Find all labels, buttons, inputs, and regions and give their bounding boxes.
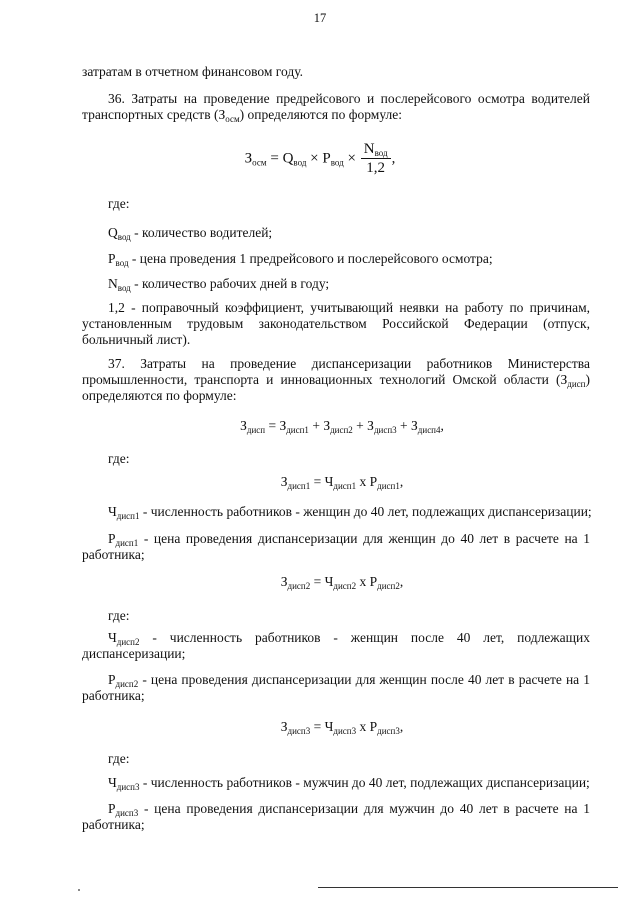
where-label: где: [108,196,130,211]
formula-disp-total: $З_{дисп} = З_{дисп1} + З_{дисп2} + З_{дисп3} + З_{дисп4}$, [240,418,444,435]
where-label-2: где: [108,451,130,466]
formula-disp1: $З_{дисп1} = Ч_{дисп1}$ x $P_{дисп1}$, [280,474,404,491]
definition-ch-disp1: $Ч_{дисп1}$ - численность работников - женщин до 40 лет, подлежащих диспансеризации; [108,504,592,521]
intro-line: затратам в отчетном финансовом году. [82,64,303,79]
coefficient-paragraph: 1,2 - поправочный коэффициент, учитывающий неявки на работу по причинам, установленным трудовым законодательством Российской Федерации (отпуск, больничный лист). [82,300,590,347]
definition-ch-disp3: $Ч_{дисп3}$ - численность работников - мужчин до 40 лет, подлежащих диспансеризации; [108,775,590,792]
definition-ch-disp2: $Ч_{дисп2}$ - численность работников - женщин после 40 лет, подлежащих диспансеризации; [82,630,590,661]
definition-p-disp3: $P_{дисп3}$ - цена проведения диспансеризации для мужчин до 40 лет в расчете на 1 работника; [82,801,590,832]
formula-fraction: $\frac{N_{вод}}{1,2}$ [361,142,391,176]
page-number: 17 [313,11,327,25]
formula-osm: $З_{осм} = Q_{вод} \times P_{вод}$ × $\frac{N_{вод}}{1,2}$ , [244,141,396,176]
definition-p-vod: $P_{вод}$ - цена проведения 1 предрейсового и послерейсового осмотра; [108,251,493,268]
definition-p-disp2: $P_{дисп2}$ - цена проведения диспансеризации для женщин после 40 лет в расчете на 1 работника; [82,672,590,703]
item37-paragraph: 37. Затраты на проведение диспансеризации работников Министерства промышленности, транспорта и инновационных технологий Омской области $(З_{дисп})$ определяются по формуле: [82,356,590,403]
definition-n-vod: $N_{вод}$ - количество рабочих дней в году; [108,276,330,293]
formula-disp3: $З_{дисп3} = Ч_{дисп3}$ x $P_{дисп3}$, [280,719,404,736]
bottom-rule [318,887,618,888]
definition-p-disp1: $P_{дисп1}$ - цена проведения диспансеризации для женщин до 40 лет в расчете на 1 работника; [82,531,590,562]
where-label-4: где: [108,751,130,766]
scan-speck [78,889,80,891]
formula-disp2: $З_{дисп2} = Ч_{дисп2}$ x $P_{дисп2}$, [280,574,404,591]
definition-q-vod: $Q_{вод}$ - количество водителей; [108,225,273,242]
where-label-3: где: [108,608,130,623]
item36-paragraph: 36. Затраты на проведение предрейсового и послерейсового осмотра водителей транспортных средств $(З_{осм})$ определяются по формуле: [82,91,590,124]
